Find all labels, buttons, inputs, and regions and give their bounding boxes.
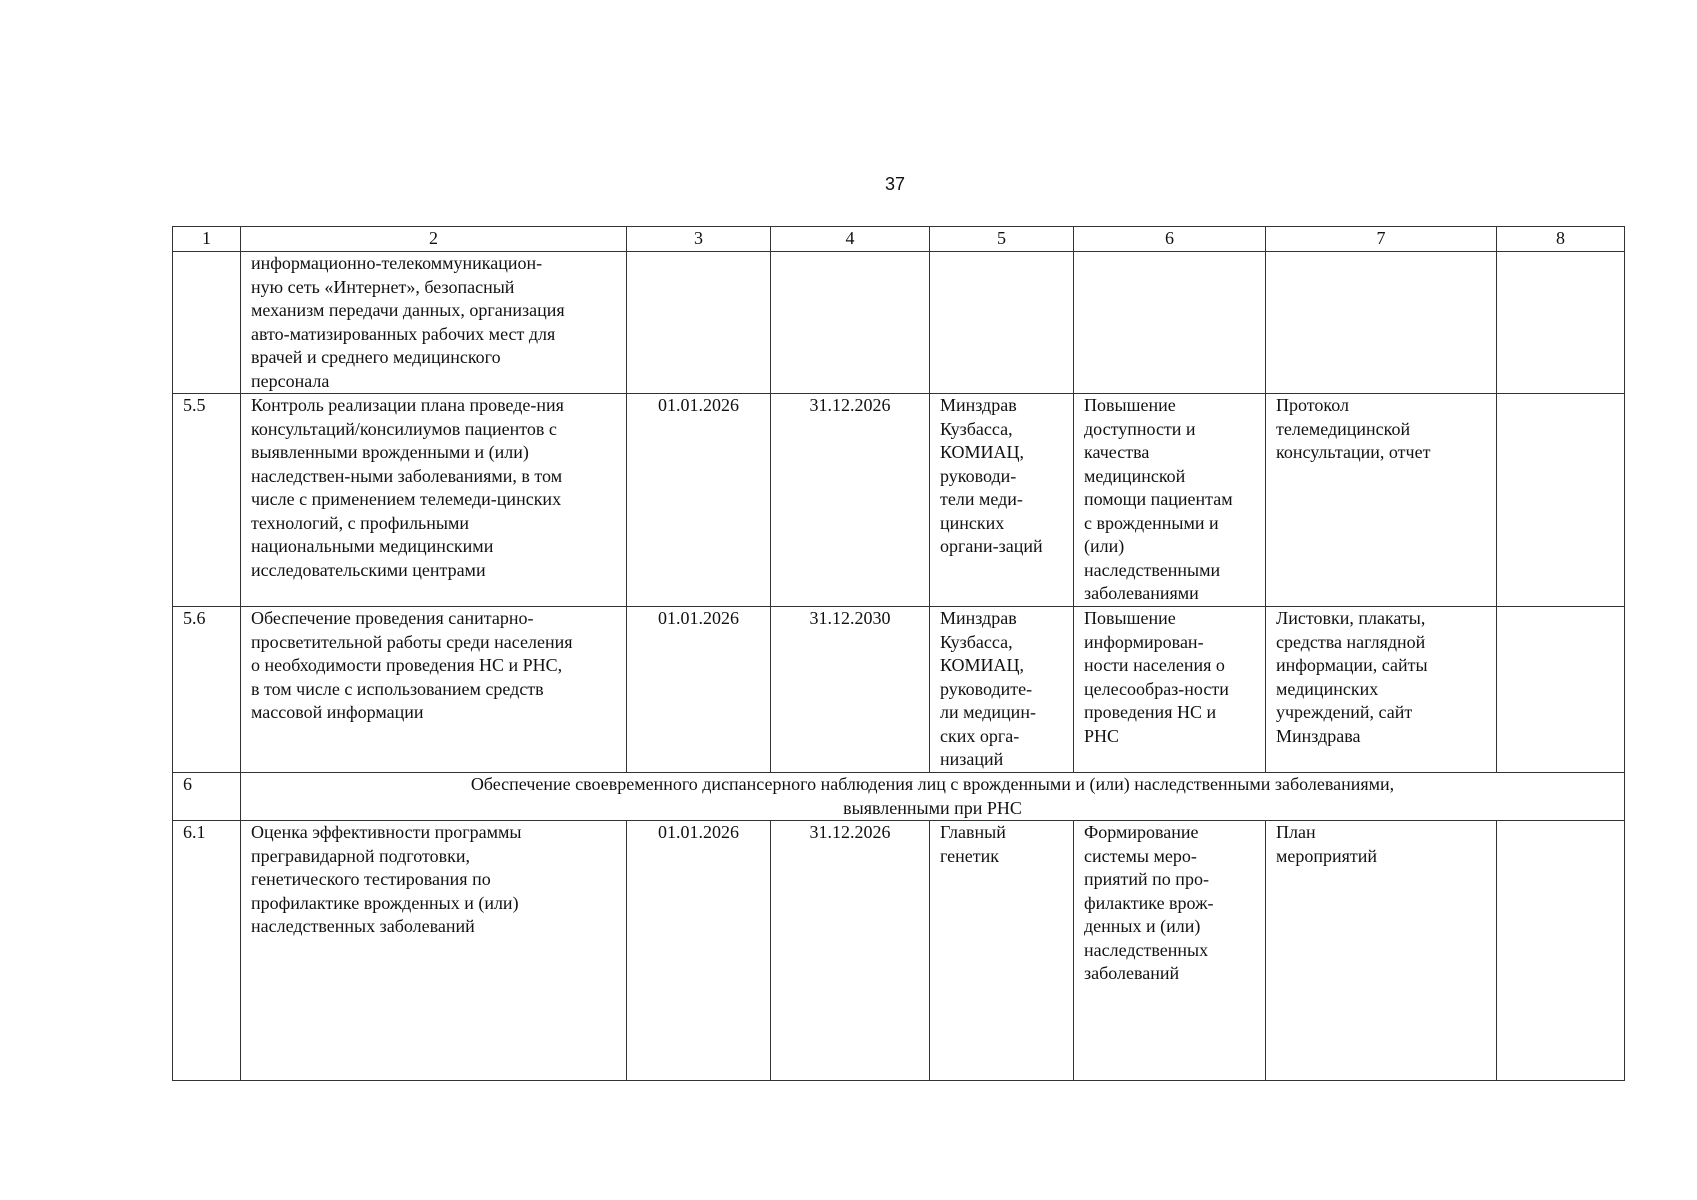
document-text: Протокол телемедицинской консультации, отчет bbox=[1276, 395, 1431, 462]
activity-cell bbox=[241, 252, 627, 394]
row-number: 5.6 bbox=[173, 607, 241, 773]
responsible-cell bbox=[930, 607, 1074, 773]
result-text: Формирование системы меро- приятий по про- филактике врож- денных и (или) наследственных заболеваний bbox=[1084, 822, 1214, 983]
document-cell bbox=[1266, 607, 1497, 773]
start-date: 01.01.2026 bbox=[627, 394, 771, 607]
result-cell bbox=[1074, 252, 1266, 394]
column-header: 3 bbox=[627, 227, 771, 252]
column-header: 1 bbox=[173, 227, 241, 252]
responsible-text: Минздрав Кузбасса, КОМИАЦ, руководите- ли медицин- ских орга- низаций bbox=[940, 608, 1036, 769]
document-cell bbox=[1266, 821, 1497, 1081]
page-number: 37 bbox=[884, 174, 906, 194]
responsible-cell bbox=[930, 252, 1074, 394]
section-row-6 bbox=[173, 773, 1625, 821]
table-row-5-6 bbox=[173, 607, 1625, 773]
column-8-cell bbox=[1497, 821, 1625, 1081]
result-cell bbox=[1074, 607, 1266, 773]
result-cell bbox=[1074, 821, 1266, 1081]
column-header: 2 bbox=[241, 227, 627, 252]
column-8-cell bbox=[1497, 252, 1625, 394]
column-8-cell bbox=[1497, 607, 1625, 773]
document-text: План мероприятий bbox=[1276, 822, 1378, 866]
activity-text: Контроль реализации плана проведе-ния консультаций/консилиумов пациентов с выявленными врожденными и (или) наследствен-ными заболеваниями, в том числе с применением телемеди-цинских технологий, с профильными национальными медицинскими исследовательскими центрами bbox=[251, 395, 564, 580]
table-row-continuation bbox=[173, 252, 1625, 394]
end-date: 31.12.2026 bbox=[771, 394, 930, 607]
result-text: Повышение доступности и качества медицинской помощи пациентам с врожденными и (или) наследственными заболеваниями bbox=[1084, 395, 1233, 603]
activity-cell bbox=[241, 821, 627, 1081]
responsible-cell bbox=[930, 821, 1074, 1081]
section-title: Обеспечение своевременного диспансерного наблюдения лиц с врожденными и (или) наследственными заболеваниями, выявленными при РНС bbox=[470, 774, 1395, 818]
row-number-cell bbox=[173, 252, 241, 394]
column-header: 8 bbox=[1497, 227, 1625, 252]
start-date: 01.01.2026 bbox=[627, 607, 771, 773]
start-date: 01.01.2026 bbox=[627, 821, 771, 1081]
document-cell bbox=[1266, 394, 1497, 607]
responsible-cell bbox=[930, 394, 1074, 607]
activity-text: информационно-телекоммуникацион- ную сеть «Интернет», безопасный механизм передачи данных, организация авто-матизированных рабочих мест для врачей и среднего медицинского персонала bbox=[251, 253, 565, 391]
column-header: 6 bbox=[1074, 227, 1266, 252]
activity-cell bbox=[241, 607, 627, 773]
responsible-text: Главный генетик bbox=[940, 822, 1006, 866]
document-cell bbox=[1266, 252, 1497, 394]
responsible-text: Минздрав Кузбасса, КОМИАЦ, руководи- тели меди- цинских органи-заций bbox=[940, 395, 1043, 556]
activity-text: Обеспечение проведения санитарно- просветительной работы среди населения о необходимости проведения НС и РНС, в том числе с использованием средств массовой информации bbox=[251, 608, 573, 722]
column-8-cell bbox=[1497, 394, 1625, 607]
table-row-5-5 bbox=[173, 394, 1625, 607]
result-cell bbox=[1074, 394, 1266, 607]
activity-cell bbox=[241, 394, 627, 607]
activity-plan-table bbox=[172, 226, 1625, 1081]
end-date-cell bbox=[771, 252, 930, 394]
end-date: 31.12.2030 bbox=[771, 607, 930, 773]
row-number: 5.5 bbox=[173, 394, 241, 607]
column-header: 4 bbox=[771, 227, 930, 252]
column-number-row bbox=[173, 227, 1625, 252]
column-header: 5 bbox=[930, 227, 1074, 252]
section-title-cell bbox=[241, 773, 1625, 821]
activity-text: Оценка эффективности программы прегравидарной подготовки, генетического тестирования по профилактике врожденных и (или) наследственных заболеваний bbox=[251, 822, 522, 936]
row-number: 6 bbox=[173, 773, 241, 821]
end-date: 31.12.2026 bbox=[771, 821, 930, 1081]
result-text: Повышение информирован- ности населения о целесообраз-ности проведения НС и РНС bbox=[1084, 608, 1229, 746]
row-number: 6.1 bbox=[173, 821, 241, 1081]
document-text: Листовки, плакаты, средства наглядной информации, сайты медицинских учреждений, сайт Минздрава bbox=[1276, 608, 1428, 746]
start-date-cell bbox=[627, 252, 771, 394]
table-row-6-1 bbox=[173, 821, 1625, 1081]
column-header: 7 bbox=[1266, 227, 1497, 252]
